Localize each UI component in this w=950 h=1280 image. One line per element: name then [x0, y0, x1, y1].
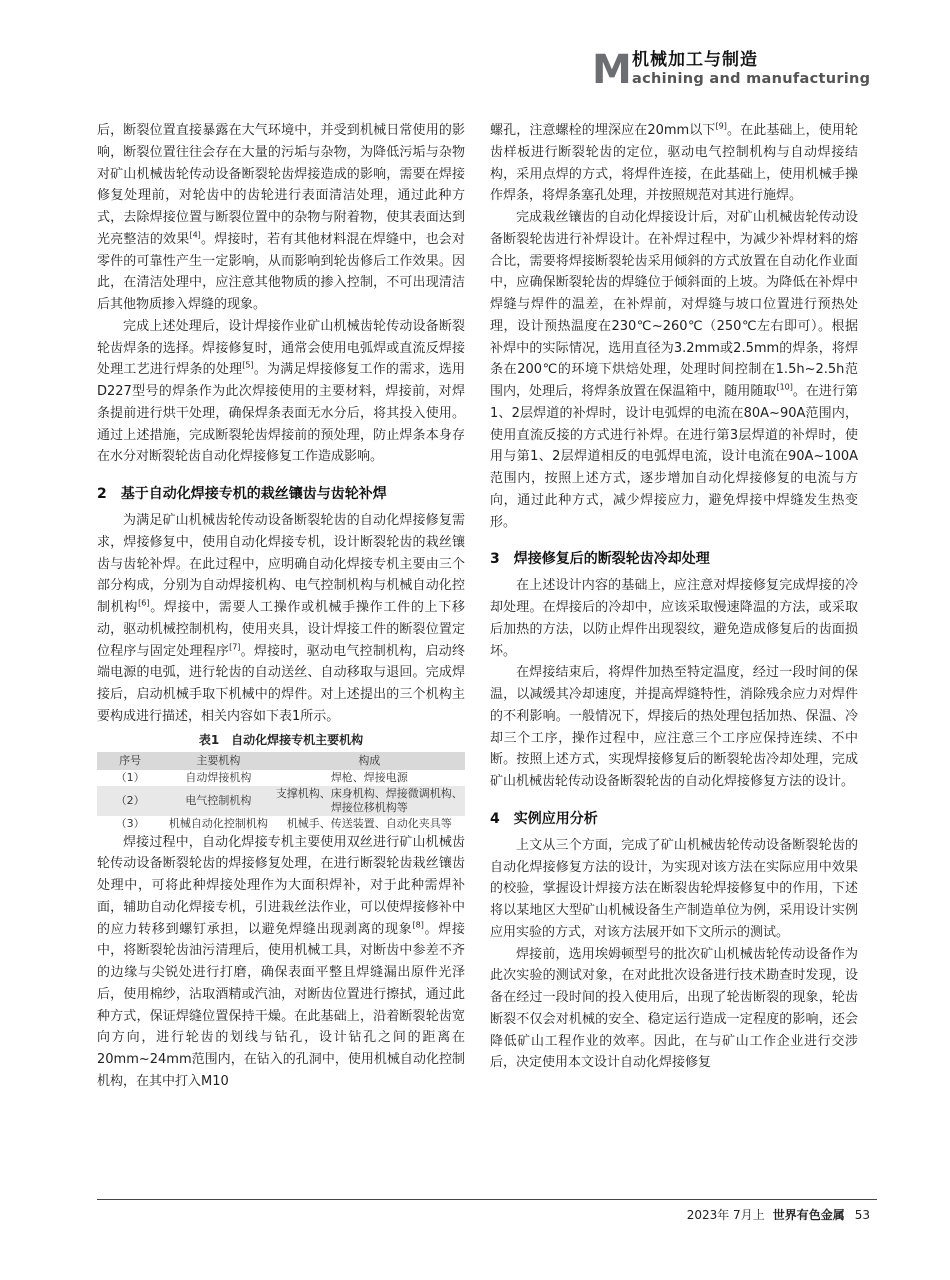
- paragraph: 螺孔，注意螺栓的埋深应在20mm以下[9]。在此基础上，使用轮齿样板进行断裂轮齿的定位，驱动电气控制机构与自动焊接结构，采用点焊的方式，将焊件连接，在此基础上，使用机械手操作焊条，将焊条塞孔处理，并按照规范对其进行施焊。: [490, 121, 858, 204]
- section-heading-4: 4 实例应用分析: [490, 810, 598, 827]
- citation: [6]: [138, 598, 150, 608]
- magazine-name: 世界有色金属: [772, 1208, 845, 1222]
- table-header: 主要机构: [163, 752, 273, 770]
- citation: [4]: [189, 230, 201, 240]
- paragraph: 在上述设计内容的基础上，应注意对焊接修复完成焊接的冷却处理。在焊接后的冷却中，应该采取慢速降温的方法，或采取后加热的方法，以防止焊件出现裂纹，避免造成修复后的齿面损坏。: [490, 578, 858, 659]
- paragraph: 完成上述处理后，设计焊接作业矿山机械齿轮传动设备断裂轮齿焊条的选择。焊接修复时，通常会使用电弧焊或直流反焊接处理工艺进行焊条的处理[5]。为满足焊接修复工作的需求，选用D227型号的焊条作为此次焊接使用的主要材料，焊接前，对焊条提前进行烘干处理，确保焊条表面无水分后，将其投入使用。通过上述措施，完成断裂轮齿焊接前的预处理，防止焊条本身存在水分对断裂轮齿自动化焊接修复工作造成影响。: [97, 318, 465, 465]
- mechanism-table: [97, 752, 465, 832]
- citation: [8]: [412, 920, 424, 930]
- footer-divider: [97, 1199, 877, 1200]
- left-column: [97, 120, 465, 1093]
- paragraph: 在焊接结束后，将焊件加热至特定温度，经过一段时间的保温，以减缓其冷却速度，并提高焊缝特性，消除残余应力对焊件的不利影响。一般情况下，焊接后的热处理包括加热、保温、冷却三个工序，操作过程中，应注意三个工序应保持连续、不中断。按照上述方式，实现焊接修复后的断裂轮齿冷却处理，完成矿山机械齿轮传动设备断裂轮齿的自动化焊接修复方法的设计。: [490, 665, 858, 789]
- section-heading-3: 3 焊接修复后的断裂轮齿冷却处理: [490, 551, 710, 568]
- header-title-cn: 机械加工与制造: [632, 50, 758, 70]
- citation: [10]: [776, 382, 793, 392]
- paragraph: 为满足矿山机械齿轮传动设备断裂轮齿的自动化焊接修复需求，焊接修复中，使用自动化焊接专机，设计断裂轮齿的栽丝镶齿与齿轮补焊。在此过程中，应明确自动化焊接专机主要由三个部分构成，分别为自动焊接机构、电气控制机构与机械自动化控制机构[6]。焊接中，需要人工操作或机械手操作工件的上下移动，驱动机械控制机构，使用夹具，设计焊接工件的断裂位置定位程序与固定处理程序[7]。焊接时，驱动电气控制机构，启动终端电源的电弧，进行轮齿的自动送丝、自动移取与退回。完成焊接后，启动机械手取下机械中的焊件。对上述提出的三个机构主要构成进行描述，相关内容如下表1所示。: [97, 513, 465, 724]
- paragraph: 后，断裂位置直接暴露在大气环境中，并受到机械日常使用的影响，断裂位置往往会存在大量的污垢与杂物，为降低污垢与杂物对矿山机械齿轮传动设备断裂轮齿焊接造成的影响，需要在焊接修复处理前，对轮齿中的齿轮进行表面清洁处理，通过此种方式，去除焊接位置与断裂位置中的杂物与附着物，使其表面达到光亮整洁的效果[4]。焊接时，若有其他材料混在焊缝中，也会对零件的可靠性产生一定影响，从而影响到轮齿修后工作效果。因此，在清洁处理中，应注意其他物质的掺入控制，不可出现清洁后其他物质掺入焊缝的现象。: [97, 123, 465, 312]
- table-row: （1） 自动焊接机构 焊枪、焊接电源: [115, 770, 408, 784]
- table-row: （2） 电气控制机构 支撑机构、床身机构、焊接微调机构、焊接位移机构等: [97, 786, 465, 816]
- citation: [5]: [242, 360, 254, 370]
- header-title-en: achining and manufacturing: [632, 71, 871, 87]
- header-logo-letter: M: [592, 47, 632, 93]
- paragraph: 焊接前，选用埃姆顿型号的批次矿山机械齿轮传动设备作为此次实验的测试对象，在对此批次设备进行技术勘查时发现，设备在经过一段时间的投入使用后，出现了轮齿断裂的现象，轮齿断裂不仅会对机械的安全、稳定运行造成一定程度的影响，还会降低矿山工程作业的效率。因此，在与矿山工作企业进行交涉后，决定使用本文设计自动化焊接修复: [490, 946, 858, 1071]
- section-heading-2: 2 基于自动化焊接专机的栽丝镶齿与齿轮补焊: [97, 486, 387, 502]
- journal-header: [592, 47, 892, 93]
- table-header: 构成: [274, 752, 465, 770]
- table-caption: 表1 自动化焊接专机主要机构: [198, 732, 364, 747]
- table-header: 序号: [97, 752, 163, 770]
- page-number: 53: [854, 1208, 870, 1222]
- issue-date: 2023年 7月上: [686, 1208, 765, 1222]
- citation: [7]: [229, 642, 241, 652]
- paragraph: 焊接过程中，自动化焊接专机主要使用双丝进行矿山机械齿轮传动设备断裂轮齿的焊接修复处理，在进行断裂轮齿栽丝镶齿处理中，可将此种焊接处理作为大面积焊补，对于此种需焊补面，辅助自动化焊接专机，引进栽丝法作业，可以使焊接修补中的应力转移到螺钉承担，以避免焊缝出现剥离的现象[8]。焊接中，将断裂轮齿油污清理后，使用机械工具，对断齿中参差不齐的边缘与尖锐处进行打磨，确保表面平整且焊缝漏出原件光泽后，使用棉纱，沾取酒精或汽油，对断齿位置进行擦拭，通过此种方式，保证焊缝位置保持干燥。在此基础上，沿着断裂轮齿宽向方向，进行轮齿的划线与钻孔，设计钻孔之间的距离在20mm~24mm范围内，在钻入的孔洞中，使用机械自动化控制机构，在其中打入M10: [97, 834, 465, 1089]
- paragraph: 完成栽丝镶齿的自动化焊接设计后，对矿山机械齿轮传动设备断裂轮齿进行补焊设计。在补焊过程中，为减少补焊材料的熔合比，需要将焊接断裂轮齿采用倾斜的方式放置在自动化作业面中，应确保断裂轮齿的焊缝位于倾斜面的上坡。为降低在补焊中焊缝与焊件的温差，在补焊前，对焊缝与坡口位置进行预热处理，设计预热温度在230℃~260℃（250℃左右即可）。根据补焊中的实际情况，选用直径为3.2mm或2.5mm的焊条，将焊条在200℃的环境下烘焙处理，处理时间控制在1.5h~2.5h范围内，处理后，将焊条放置在保温箱中，随用随取[10]。在进行第1、2层焊道的补焊时，设计电弧焊的电流在80A~90A范围内，使用直流反接的方式进行补焊。在进行第3层焊道的补焊时，使用与第1、2层焊道相反的电弧焊电流，设计电流在90A~100A范围内，按照上述方式，逐步增加自动化焊接修复的电流与方向，通过此种方式，减少焊接应力，避免焊接中焊缝发生热变形。: [490, 210, 858, 530]
- page-footer: [687, 1206, 870, 1223]
- paragraph: 上文从三个方面，完成了矿山机械齿轮传动设备断裂轮齿的自动化焊接修复方法的设计，为实现对该方法在实际应用中效果的校验，掌握设计焊接方法在断裂齿轮焊接修复中的作用，下述将以某地区大型矿山机械设备生产制造单位为例，采用设计实例应用实验的方式，对该方法展开如下文所示的测试。: [490, 837, 858, 940]
- table-row: （3） 机械自动化控制机构 机械手、传送装置、自动化夹具等: [115, 816, 452, 830]
- right-column: [490, 120, 858, 1074]
- citation: [9]: [715, 121, 727, 131]
